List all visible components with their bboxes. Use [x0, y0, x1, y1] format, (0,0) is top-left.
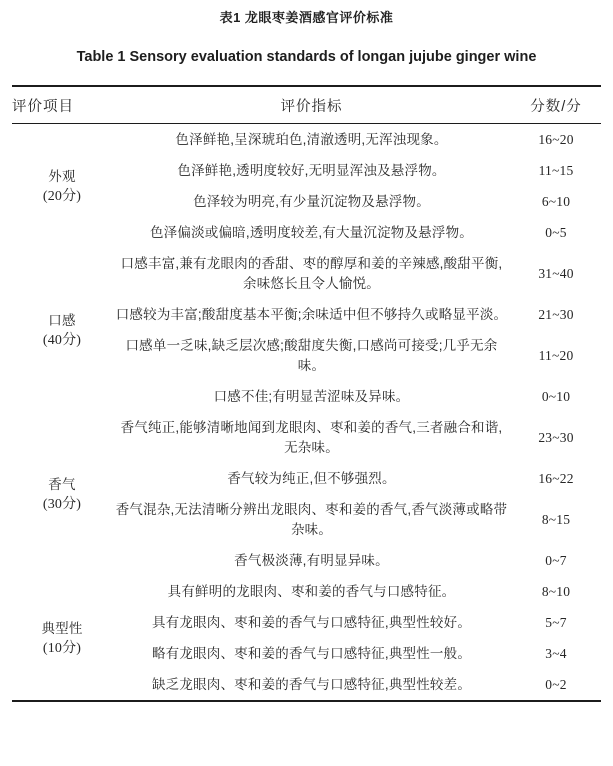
criteria-cell: 色泽偏淡或偏暗,透明度较差,有大量沉淀物及悬浮物。 — [149, 225, 473, 240]
score-cell: 16~22 — [538, 471, 574, 486]
criteria-cell: 色泽鲜艳,透明度较好,无明显浑浊及悬浮物。 — [177, 163, 446, 178]
table-row — [12, 412, 601, 463]
criteria-cell: 略有龙眼肉、枣和姜的香气与口感特征,典型性一般。 — [151, 646, 472, 661]
criteria-cell: 口感单一乏味,缺乏层次感;酸甜度失衡,口感尚可接受;几乎无余味。 — [125, 338, 498, 373]
category-name: 香气 — [48, 476, 76, 492]
criteria-cell: 香气较为纯正,但不够强烈。 — [227, 471, 396, 486]
category-name: 口感 — [48, 312, 76, 328]
category-weight: (40分) — [42, 332, 82, 348]
category-weight: (10分) — [42, 640, 82, 656]
score-cell: 16~20 — [538, 132, 574, 147]
table-body — [12, 124, 601, 702]
criteria-cell: 香气极淡薄,有明显异味。 — [234, 553, 389, 568]
criteria-cell: 口感丰富,兼有龙眼肉的香甜、枣的醇厚和姜的辛辣感,酸甜平衡,余味悠长且令人愉悦。 — [120, 256, 503, 291]
category-name: 典型性 — [41, 620, 83, 636]
category-name: 外观 — [48, 168, 76, 184]
table-row — [12, 576, 601, 607]
score-cell: 5~7 — [545, 615, 567, 630]
table-caption-en: Table 1 Sensory evaluation standards of longan jujube ginger wine — [76, 49, 537, 65]
column-header-score: 分数/分 — [530, 99, 582, 115]
criteria-cell: 具有鲜明的龙眼肉、枣和姜的香气与口感特征。 — [167, 584, 456, 599]
score-cell: 0~7 — [545, 553, 567, 568]
evaluation-table — [12, 85, 601, 702]
criteria-cell: 口感较为丰富;酸甜度基本平衡;余味适中但不够持久或略显平淡。 — [115, 307, 508, 322]
score-cell: 0~5 — [545, 225, 567, 240]
criteria-cell: 香气纯正,能够清晰地闻到龙眼肉、枣和姜的香气,三者融合和谐,无杂味。 — [120, 420, 503, 455]
table-header — [12, 86, 601, 124]
category-cell-taste — [12, 248, 112, 412]
score-cell: 11~15 — [538, 163, 574, 178]
criteria-cell: 色泽鲜艳,呈深琥珀色,清澈透明,无浑浊现象。 — [175, 132, 448, 147]
score-cell: 23~30 — [538, 430, 574, 445]
criteria-cell: 缺乏龙眼肉、枣和姜的香气与口感特征,典型性较差。 — [151, 677, 472, 692]
criteria-cell: 香气混杂,无法清晰分辨出龙眼肉、枣和姜的香气,香气淡薄或略带杂味。 — [115, 502, 508, 537]
category-cell-typicality — [12, 576, 112, 701]
score-cell: 8~10 — [541, 584, 571, 599]
score-cell: 0~10 — [541, 389, 571, 404]
score-cell: 0~2 — [545, 677, 567, 692]
table-caption-zh: 表1 龙眼枣姜酒感官评价标准 — [219, 10, 394, 25]
category-cell-appearance — [12, 124, 112, 249]
score-cell: 8~15 — [541, 512, 571, 527]
score-cell: 31~40 — [538, 266, 574, 281]
score-cell: 21~30 — [538, 307, 574, 322]
table-row — [12, 124, 601, 156]
criteria-cell: 色泽较为明亮,有少量沉淀物及悬浮物。 — [193, 194, 430, 209]
column-header-criteria: 评价指标 — [280, 99, 343, 115]
category-weight: (20分) — [42, 188, 82, 204]
criteria-cell: 口感不佳;有明显苦涩味及异味。 — [213, 389, 410, 404]
score-cell: 3~4 — [545, 646, 567, 661]
score-cell: 6~10 — [541, 194, 571, 209]
category-cell-aroma — [12, 412, 112, 576]
criteria-cell: 具有龙眼肉、枣和姜的香气与口感特征,典型性较好。 — [151, 615, 472, 630]
score-cell: 11~20 — [538, 348, 574, 363]
column-header-item: 评价项目 — [12, 99, 74, 115]
table-row — [12, 248, 601, 299]
header-row — [12, 86, 601, 124]
category-weight: (30分) — [42, 496, 82, 512]
